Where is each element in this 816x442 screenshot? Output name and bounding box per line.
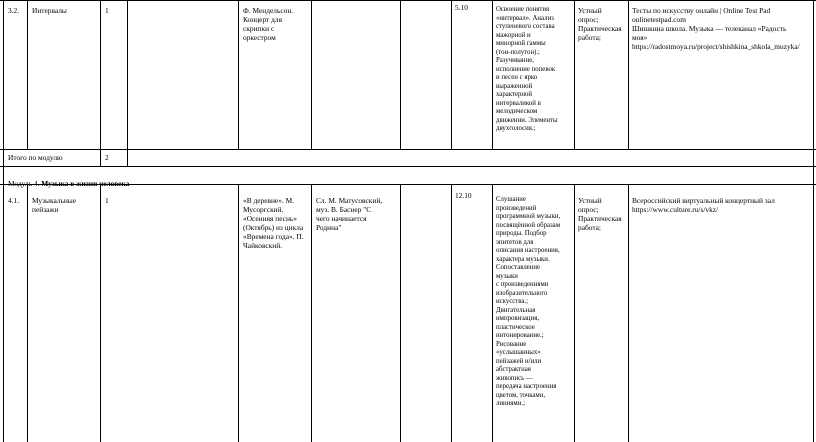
col-border xyxy=(451,184,452,442)
row-border xyxy=(0,0,816,1)
resources-cell: Тесты по искусству онлайн | Online Test Pad onlinetestpad.com Шишкина школа. Музыка — телеканал «Радость моя» https://radostmoya.ru/project/shishkina_shkola_muzyka/ xyxy=(632,6,800,52)
hours-cell: 1 xyxy=(105,196,109,205)
col-border xyxy=(492,184,493,442)
col-border xyxy=(451,0,452,149)
col-border xyxy=(813,0,814,442)
col-border xyxy=(628,0,629,149)
activity-cell: Освоение понятия «интервал». Анализ ступеневого состава мажорной и минорной гаммы (тон-полутон).; Разучивание, исполнение попевок и песен с ярко выраженной характерной интерваликой в мелодическом движении. Элементы двухголосия.; xyxy=(496,6,558,132)
hours-cell: 1 xyxy=(105,6,109,15)
col-border xyxy=(311,184,312,442)
row-border xyxy=(0,166,816,167)
activity-cell: Слушание произведений программной музыки, посвящённой образам природы. Подбор эпитетов для описания настроения, характера музыки. Сопоставление музыки с произведениями изобразительного искусства.; Двигательная импровизация, пластическое интонирование.; Рисование «услышанных» пейзажей и/или абстрактная живопись — передача настроения цветом, точками, линиями.; xyxy=(496,196,561,407)
control-cell: Устный опрос; Практическая работа; xyxy=(578,6,622,43)
module-title: Музыка в жизни человека xyxy=(41,179,130,189)
topic-cell: Музыкальные пейзажи xyxy=(32,196,77,215)
module-heading xyxy=(8,170,408,188)
col-border xyxy=(238,184,239,442)
col-border xyxy=(400,184,401,442)
col-border xyxy=(574,0,575,149)
col-border xyxy=(628,184,629,442)
date-cell: 12.10 xyxy=(455,191,472,200)
date-cell: 5.10 xyxy=(455,3,468,12)
col-border xyxy=(100,0,101,166)
col-border xyxy=(27,0,28,149)
control-cell: Устный опрос; Практическая работа; xyxy=(578,196,622,233)
col-border xyxy=(574,184,575,442)
resources-cell: Всероссийский виртуальный концертный зал https://www.culture.ru/s/vkz/ xyxy=(632,196,775,215)
col-border xyxy=(492,0,493,149)
col-border xyxy=(127,0,128,166)
listening-cell: Ф. Мендельсон. Концерт для скрипки с оркестром xyxy=(243,6,294,43)
col-border xyxy=(311,0,312,149)
total-label: Итого по модулю xyxy=(8,153,63,162)
listening-cell: «В деревне». М. Мусоргский. «Осенняя песнь» (Октябрь) из цикла «Времена года». П. Чайковский. xyxy=(243,196,304,251)
col-border xyxy=(400,0,401,149)
col-border xyxy=(238,0,239,149)
singing-cell: Сл. М. Матусовский, муз. В. Баснер "С чего начинается Родина" xyxy=(316,196,383,233)
col-border xyxy=(27,184,28,442)
col-border xyxy=(100,184,101,442)
row-number: 3.2. xyxy=(8,6,20,15)
col-border xyxy=(3,0,4,442)
total-hours: 2 xyxy=(105,153,109,162)
row-number: 4.1. xyxy=(8,196,20,205)
row-border xyxy=(0,149,816,150)
topic-cell: Интервалы xyxy=(32,6,67,15)
module-prefix: Модуль 4. xyxy=(8,179,42,189)
